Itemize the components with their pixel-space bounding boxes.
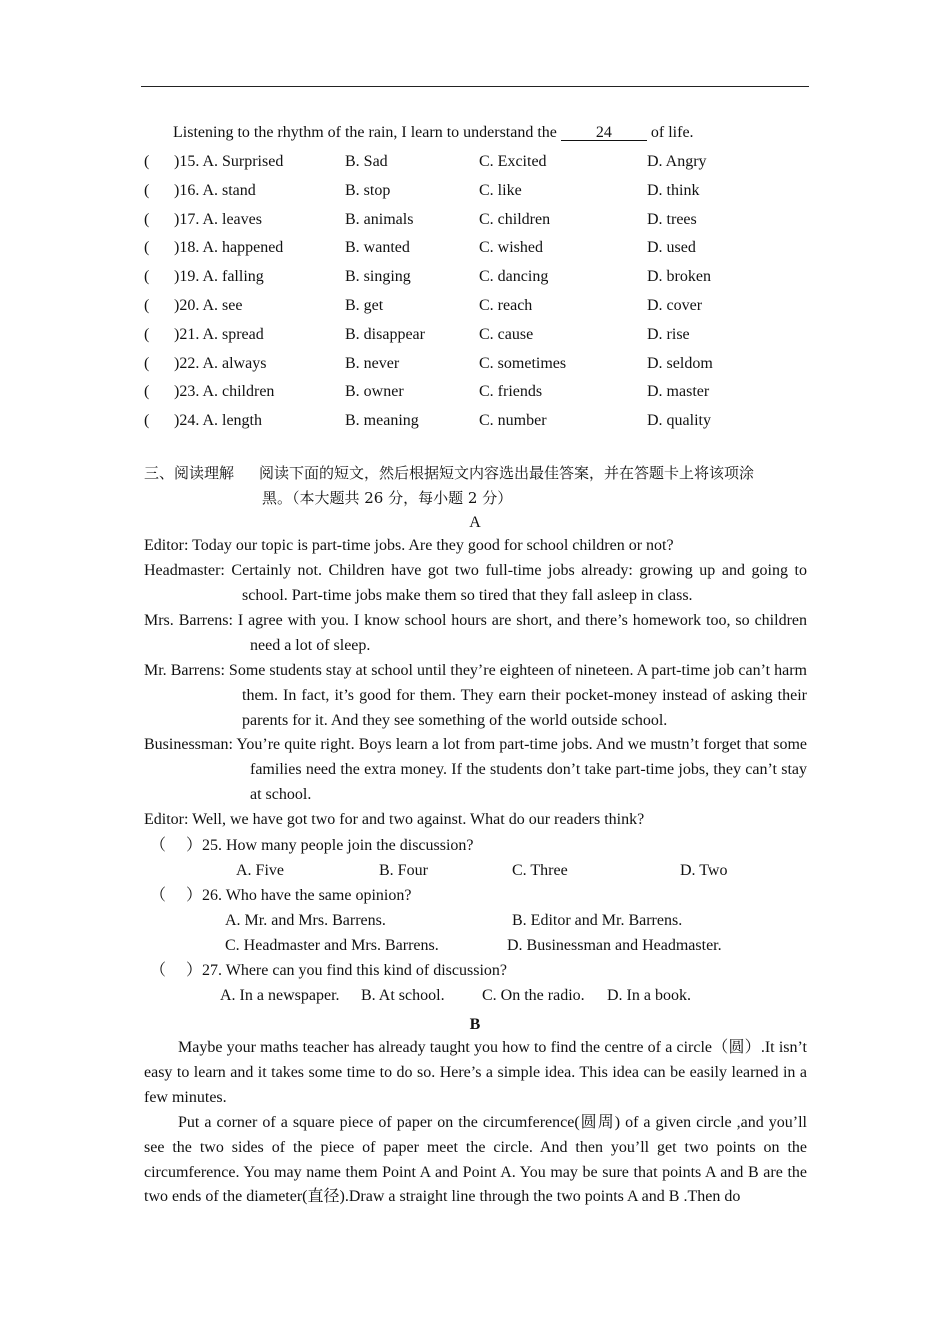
mrs-barrens-line: Mrs. Barrens: I agree with you. I know school hours are short, and there’s homework too, so children need a lot of sleep.	[144, 612, 807, 654]
cloze-option-b: B. singing	[345, 268, 411, 286]
cloze-row	[0, 267, 950, 287]
q27-option-a: A. In a newspaper.	[220, 987, 340, 1004]
answer-paren: (	[144, 383, 150, 401]
answer-paren: (	[144, 325, 150, 343]
cloze-row	[0, 152, 950, 172]
cloze-option-c: C. Excited	[479, 153, 547, 170]
cloze-option-a: )15. A. Surprised	[174, 153, 284, 170]
cloze-row	[0, 181, 950, 201]
cloze-option-d: D. trees	[647, 210, 697, 228]
cloze-option-b: B. animals	[345, 210, 414, 228]
q25-option-b: B. Four	[379, 862, 428, 879]
cloze-option-a: )21. A. spread	[174, 325, 264, 343]
cloze-option-a: )19. A. falling	[174, 268, 264, 286]
answer-paren: (	[144, 354, 150, 372]
cloze-option-d: D. broken	[647, 268, 711, 286]
passage-a-heading: A	[469, 514, 481, 531]
businessman-line: Businessman: You’re quite right. Boys learn a lot from part-time jobs. And we mustn’t forget that some families need the extra money. If the students don’t take part-time jobs, they can’t stay at school.	[144, 736, 807, 803]
intro-line	[173, 123, 694, 143]
section3-instruction-2: 黑。（本大题共 26 分，每小题 2 分）	[262, 489, 513, 507]
cloze-row	[0, 411, 950, 431]
mr-barrens-line: Mr. Barrens: Some students stay at school until they’re eighteen of nineteen. A part-time job can’t harm them. In fact, it’s good for them. They earn their pocket-money instead of asking their parents for it. And they see something of the world outside school.	[144, 662, 807, 729]
answer-paren: (	[144, 268, 150, 286]
cloze-option-b: B. meaning	[345, 412, 419, 430]
cloze-option-d: D. rise	[647, 325, 690, 343]
cloze-option-a: )20. A. see	[174, 297, 243, 314]
q25-option-c: C. Three	[512, 862, 568, 879]
cloze-option-b: B. owner	[345, 383, 404, 401]
cloze-option-d: D. quality	[647, 412, 711, 430]
cloze-row	[0, 325, 950, 345]
cloze-option-c: C. dancing	[479, 268, 549, 286]
cloze-row	[0, 354, 950, 374]
cloze-row	[0, 238, 950, 258]
section3-label: 三、阅读理解	[144, 464, 235, 482]
q26-option-a: A. Mr. and Mrs. Barrens.	[225, 912, 386, 929]
q26-paren: （	[150, 887, 167, 904]
q27-option-d: D. In a book.	[607, 987, 691, 1004]
answer-paren: (	[144, 181, 150, 199]
answer-paren: (	[144, 153, 150, 170]
answer-paren: (	[144, 297, 150, 314]
q26-option-b: B. Editor and Mr. Barrens.	[512, 912, 683, 929]
q27-option-b: B. At school.	[361, 987, 445, 1004]
cloze-option-a: )23. A. children	[174, 383, 275, 401]
cloze-option-c: C. reach	[479, 297, 533, 314]
cloze-option-c: C. friends	[479, 383, 543, 401]
cloze-option-b: B. Sad	[345, 153, 388, 170]
headmaster-line: Headmaster: Certainly not. Children have got two full-time jobs already: growing up and going to school. Part-time jobs make them so tired that they fall asleep in class.	[144, 562, 807, 604]
cloze-option-a: )17. A. leaves	[174, 210, 262, 228]
passage-b-paragraph-2	[144, 1111, 807, 1210]
cloze-row	[0, 296, 950, 316]
cloze-option-c: C. number	[479, 412, 547, 430]
intro-before: Listening to the rhythm of the rain, I learn to understand the	[173, 124, 557, 141]
cloze-option-b: B. never	[345, 354, 400, 372]
q26-option-d: D. Businessman and Headmaster.	[507, 937, 722, 954]
answer-paren: (	[144, 412, 150, 430]
q27-option-c: C. On the radio.	[482, 987, 585, 1004]
cloze-option-b: B. get	[345, 297, 384, 314]
cloze-option-b: B. stop	[345, 181, 391, 199]
passage-b-paragraph-1	[144, 1036, 807, 1110]
q26-stem: ）26. Who have the same opinion?	[186, 887, 412, 904]
cloze-option-c: C. cause	[479, 325, 534, 343]
blank-24: 24	[561, 125, 647, 141]
q27-stem: ）27. Where can you find this kind of discussion?	[186, 962, 507, 979]
passage-b-p2-text: Put a corner of a square piece of paper on the circumference(圆周) of a given circle ,and you’ll see the two sides of the piece of paper meet the circle. And then you’ll get two points on the circumference. You may name them Point A and Point A. You may be sure that points A and B are the two ends of the diameter(直径).Draw a straight line through the two points A and B .Then do	[144, 1114, 807, 1206]
cloze-option-c: C. sometimes	[479, 354, 567, 372]
cloze-option-a: )24. A. length	[174, 412, 262, 430]
header-rule	[141, 86, 809, 87]
cloze-option-c: C. children	[479, 210, 551, 228]
cloze-row	[0, 382, 950, 402]
editor-line-2: Editor: Well, we have got two for and two against. What do our readers think?	[144, 811, 645, 828]
q27-paren: （	[150, 962, 167, 979]
passage-b-heading: B	[469, 1016, 481, 1033]
intro-after: of life.	[650, 124, 694, 141]
cloze-option-d: D. master	[647, 383, 710, 401]
section3-instruction-1: 阅读下面的短文，然后根据短文内容选出最佳答案，并在答题卡上将该项涂	[259, 464, 755, 482]
q25-option-d: D. Two	[680, 862, 728, 879]
cloze-option-d: D. used	[647, 239, 696, 257]
answer-paren: (	[144, 210, 150, 228]
cloze-option-b: B. disappear	[345, 325, 425, 343]
cloze-option-b: B. wanted	[345, 239, 410, 257]
q25-option-a: A. Five	[236, 862, 284, 879]
editor-line-1: Editor: Today our topic is part-time jobs. Are they good for school children or not?	[144, 537, 674, 554]
cloze-option-d: D. seldom	[647, 354, 713, 372]
passage-b-p1-text: Maybe your maths teacher has already taught you how to find the centre of a circle（圆）.It isn’t easy to learn and it takes some time to do so. Here’s a simple idea. This idea can be easily learned in a few minutes.	[144, 1039, 807, 1106]
cloze-option-c: C. wished	[479, 239, 543, 257]
cloze-option-d: D. Angry	[647, 153, 707, 170]
cloze-option-c: C. like	[479, 181, 522, 199]
cloze-option-d: D. think	[647, 181, 700, 199]
q25-paren: （	[150, 837, 167, 854]
q26-option-c: C. Headmaster and Mrs. Barrens.	[225, 937, 439, 954]
cloze-option-d: D. cover	[647, 297, 703, 314]
cloze-option-a: )22. A. always	[174, 354, 267, 372]
cloze-row	[0, 210, 950, 230]
answer-paren: (	[144, 239, 150, 257]
cloze-option-a: )16. A. stand	[174, 181, 256, 199]
q25-stem: ）25. How many people join the discussion?	[186, 837, 474, 854]
cloze-option-a: )18. A. happened	[174, 239, 284, 257]
